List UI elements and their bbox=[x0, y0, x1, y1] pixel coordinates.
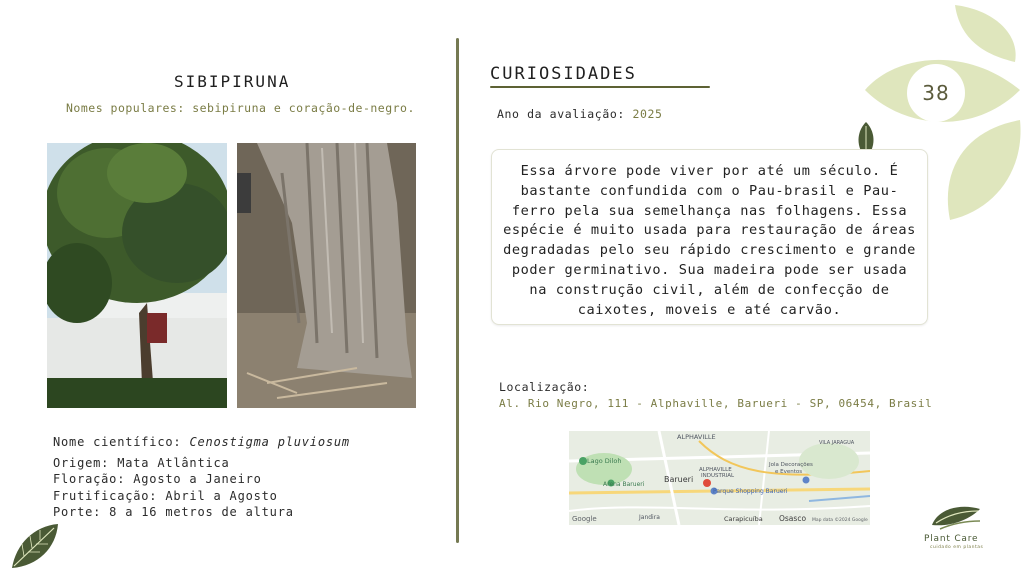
scientific-label: Nome científico: bbox=[53, 435, 182, 449]
location-pin-icon bbox=[703, 479, 711, 487]
leaf-icon bbox=[8, 520, 62, 572]
map-label: Map data ©2024 Google bbox=[812, 518, 868, 523]
map-label: ALPHAVILLE bbox=[699, 467, 732, 473]
location-label: Localização: bbox=[499, 380, 590, 394]
origin: Origem: Mata Atlântica bbox=[53, 455, 230, 470]
fruiting: Frutificação: Abril a Agosto bbox=[53, 488, 278, 503]
curiosity-card bbox=[491, 149, 928, 325]
location-map[interactable] bbox=[569, 431, 870, 525]
year-label: Ano da avaliação: bbox=[497, 107, 625, 121]
map-label: Google bbox=[572, 515, 597, 523]
size: Porte: 8 a 16 metros de altura bbox=[53, 505, 294, 519]
map-label: Jola Decorações bbox=[769, 462, 813, 468]
year-value: 2025 bbox=[632, 107, 663, 121]
leaf-shape bbox=[955, 5, 1016, 62]
tree-photo bbox=[47, 143, 227, 408]
species-title: SIBIPIRUNA bbox=[174, 72, 291, 91]
leaf-shape bbox=[948, 120, 1021, 220]
evaluation-year bbox=[497, 107, 663, 121]
page-number-badge: 38 bbox=[907, 64, 965, 122]
location-address: Al. Rio Negro, 111 - Alphaville, Barueri - SP, 06454, Brasil bbox=[499, 397, 933, 410]
map-label: VILA JARAGUA bbox=[819, 440, 855, 446]
map-label: Osasco bbox=[779, 514, 807, 523]
trunk-photo bbox=[237, 143, 416, 408]
curiosities-title: CURIOSIDADES bbox=[490, 64, 637, 84]
map-label: INDUSTRIAL bbox=[701, 473, 735, 479]
flowering: Floração: Agosto a Janeiro bbox=[53, 472, 262, 486]
map-label: Arena Barueri bbox=[603, 481, 645, 488]
map-label: ALPHAVILLE bbox=[677, 433, 716, 441]
scientific-name-line bbox=[53, 434, 443, 451]
title-underline bbox=[490, 86, 710, 88]
brand-tagline: cuidado em plantas bbox=[930, 545, 984, 550]
vertical-divider bbox=[456, 38, 459, 543]
map-label: Parque Shopping Barueri bbox=[713, 488, 788, 495]
scientific-name: Cenostigma pluviosum bbox=[189, 435, 350, 449]
map-label: Barueri bbox=[664, 475, 694, 484]
map-label: Lago Diloh bbox=[587, 457, 622, 465]
curiosity-text: Essa árvore pode viver por até um século. É bastante confundida com o Pau-brasil e Pau-ferro pela sua semelhança nas folhagens. Essa espécie é muito usada para restauração de áreas degradadas pelo seu rápido crescimento e grande poder germinativo. Sua madeira pode ser usada na construção civil, além de confecção de caixotes, moveis e até carvão. bbox=[503, 163, 916, 318]
plant-care-logo-icon bbox=[930, 503, 982, 533]
map-label: Jandira bbox=[639, 514, 660, 521]
map-label: Carapicuíba bbox=[724, 515, 763, 523]
popular-names: Nomes populares: sebipiruna e coração-de-negro. bbox=[66, 101, 415, 115]
brand-name: Plant Care bbox=[924, 534, 979, 544]
species-details bbox=[53, 434, 443, 521]
map-label: e Eventos bbox=[775, 469, 803, 475]
